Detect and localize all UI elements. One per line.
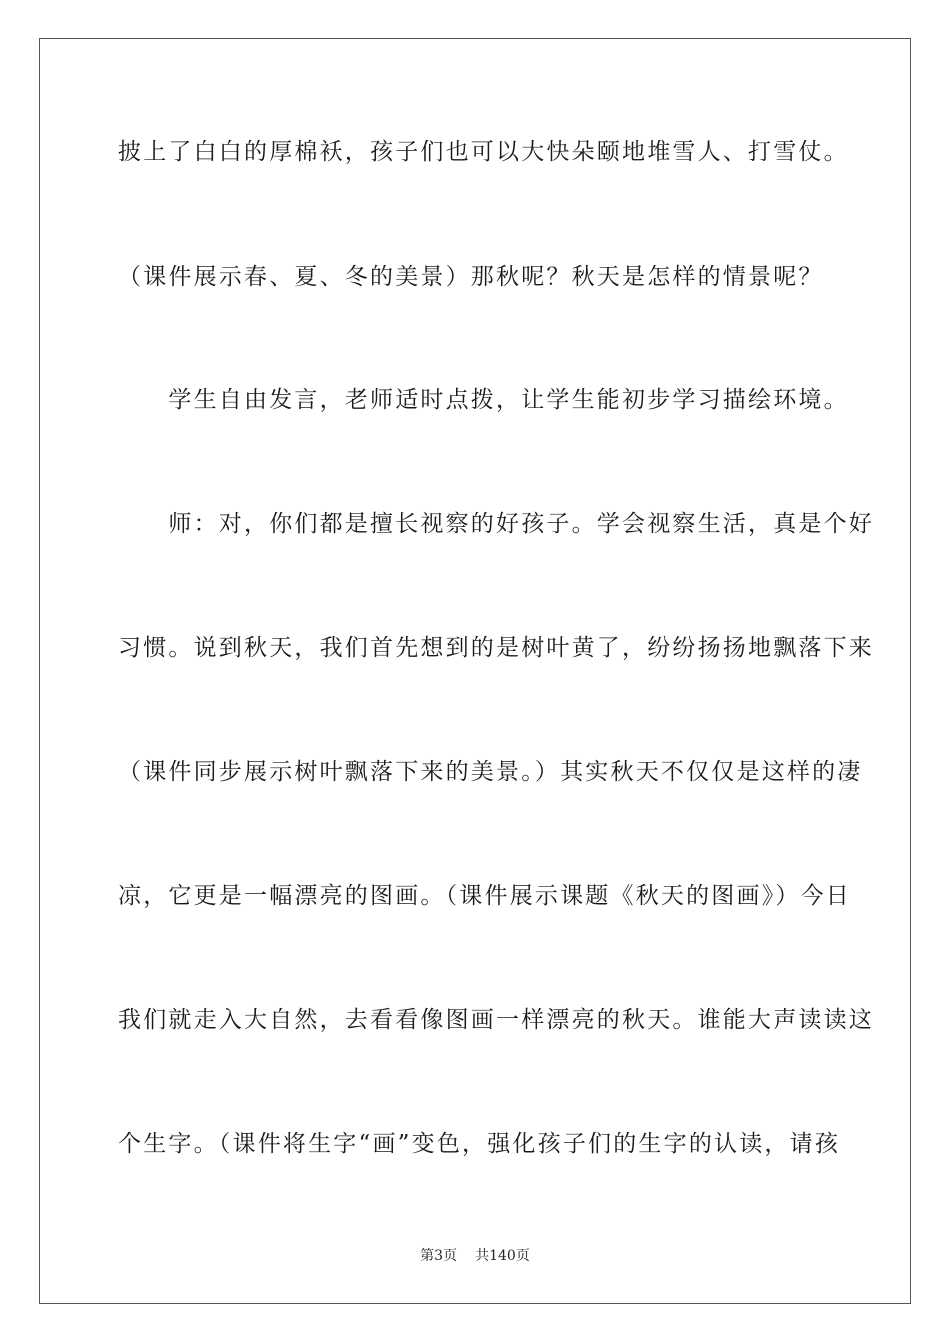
text-line-9: 个生字。（课件将生字“画”变色，强化孩子们的生字的认读，请孩: [118, 1131, 841, 1157]
text-line-1: 披上了白白的厚棉袄，孩子们也可以大快朵颐地堆雪人、打雪仗。: [118, 139, 849, 165]
page-total: 共140页: [475, 1248, 530, 1264]
text-line-6: （课件同步展示树叶飘落下来的美景。）其实秋天不仅仅是这样的凄: [118, 759, 863, 785]
page-border: [39, 38, 911, 1304]
text-line-7: 凉，它更是一幅漂亮的图画。（课件展示课题《秋天的图画》）今日: [118, 883, 851, 909]
page-number: 第3页: [420, 1248, 458, 1264]
text-line-5: 习惯。说到秋天，我们首先想到的是树叶黄了，纷纷扬扬地飘落下来: [118, 635, 874, 661]
text-line-2: （课件展示春、夏、冬的美景）那秋呢？秋天是怎样的情景呢？: [118, 264, 824, 290]
text-line-4: 师：对，你们都是擅长视察的好孩子。学会视察生活，真是个好: [118, 511, 874, 537]
text-line-3: 学生自由发言，老师适时点拨，让学生能初步学习描绘环境。: [118, 387, 849, 413]
text-line-8: 我们就走入大自然，去看看像图画一样漂亮的秋天。谁能大声读读这: [118, 1007, 874, 1033]
page-footer: [0, 1247, 950, 1265]
